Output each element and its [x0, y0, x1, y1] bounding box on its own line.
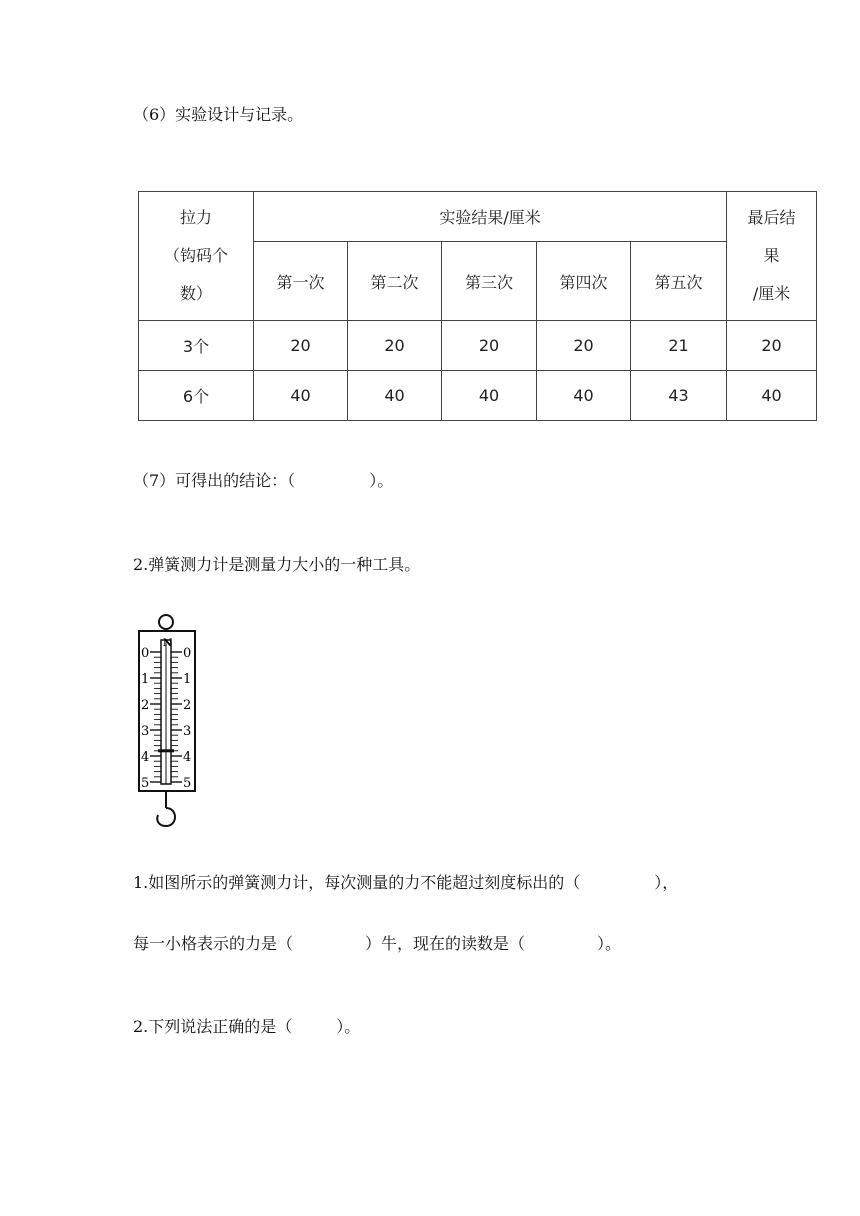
scale-label-right: 1 — [183, 672, 192, 687]
table-cell: 40 — [348, 371, 442, 421]
section-2-title: 2.弹簧测力计是测量力大小的一种工具。 — [133, 555, 421, 574]
scale-label-right: 2 — [183, 698, 192, 713]
q2-text-before: 2.下列说法正确的是（ — [133, 1017, 293, 1036]
table-cell: 20 — [254, 321, 348, 371]
table-cell: 21 — [631, 321, 727, 371]
final-cell: 40 — [727, 371, 817, 421]
q1-line2-part3: ）。 — [597, 934, 622, 953]
question-2 — [133, 1017, 360, 1037]
row-label: 3个 — [139, 321, 254, 371]
question-7 — [133, 471, 393, 491]
header-trial-4: 第四次 — [537, 242, 631, 321]
header-force — [139, 192, 254, 321]
header-trial-3: 第三次 — [442, 242, 537, 321]
table-cell: 43 — [631, 371, 727, 421]
q2-text-after: ）。 — [336, 1017, 361, 1036]
header-final-line3: /厘米 — [752, 284, 791, 303]
question-1-line-1 — [133, 873, 678, 893]
header-trial-1: 第一次 — [254, 242, 348, 321]
table-cell: 20 — [348, 321, 442, 371]
question-1-line-2 — [133, 934, 621, 954]
q1-text-after: ）， — [654, 873, 679, 892]
scale-label-right: 3 — [183, 724, 192, 739]
header-force-line2: （钩码个 — [163, 246, 228, 265]
header-trial-5: 第五次 — [631, 242, 727, 321]
table-cell: 40 — [254, 371, 348, 421]
table-cell: 20 — [442, 321, 537, 371]
spring-scale-figure — [130, 612, 200, 832]
scale-label-right: 4 — [183, 750, 192, 765]
scale-label-left: 3 — [141, 724, 150, 739]
header-force-line3: 数） — [179, 284, 212, 303]
scale-label-right: 5 — [183, 776, 192, 791]
scale-label-left: 5 — [141, 776, 150, 791]
unit-label: N — [163, 638, 173, 649]
header-trial-2: 第二次 — [348, 242, 442, 321]
header-final — [727, 192, 817, 321]
top-ring-icon — [159, 615, 173, 629]
table-row — [139, 321, 817, 371]
scale-label-left: 2 — [141, 698, 150, 713]
row-label: 6个 — [139, 371, 254, 421]
q1-text-before: 1.如图所示的弹簧测力计，每次测量的力不能超过刻度标出的（ — [133, 873, 581, 892]
table-cell: 40 — [537, 371, 631, 421]
scale-label-left: 0 — [141, 646, 150, 661]
header-final-line1: 最后结 — [747, 208, 796, 227]
header-final-line2: 果 — [763, 246, 780, 265]
question-6-title: （6）实验设计与记录。 — [133, 105, 304, 124]
table-cell: 40 — [442, 371, 537, 421]
header-force-line1: 拉力 — [179, 208, 212, 227]
experiment-table — [138, 191, 817, 421]
final-cell: 20 — [727, 321, 817, 371]
scale-label-right: 0 — [183, 646, 192, 661]
table-row — [139, 371, 817, 421]
hook-icon — [157, 808, 175, 826]
q7-text-after: ）。 — [369, 471, 394, 490]
scale-label-left: 4 — [141, 750, 150, 765]
q1-line2-part1: 每一小格表示的力是（ — [133, 934, 294, 953]
q7-text-before: （7）可得出的结论：（ — [133, 471, 296, 490]
table-cell: 20 — [537, 321, 631, 371]
header-results: 实验结果/厘米 — [254, 192, 727, 242]
scale-label-left: 1 — [141, 672, 150, 687]
q1-line2-part2: ）牛，现在的读数是（ — [365, 934, 526, 953]
